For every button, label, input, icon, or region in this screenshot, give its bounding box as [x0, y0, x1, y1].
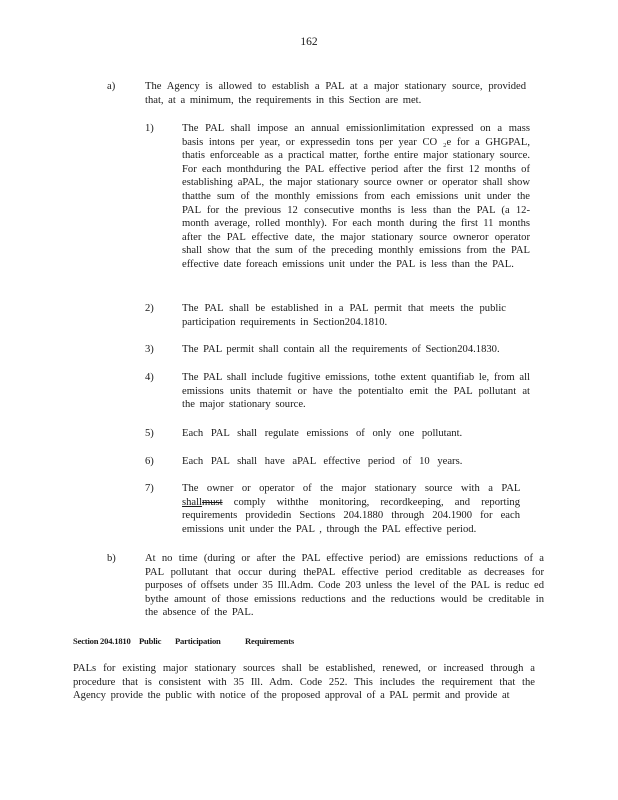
subitem-6-marker: 6) [145, 456, 154, 467]
section-title-word-1: Public [139, 636, 162, 646]
subitem-5-text: Each PAL shall regulate emissions of only one pollutant. [182, 428, 463, 439]
subitem-5-marker: 5) [145, 428, 154, 439]
item-b-marker: b) [107, 553, 116, 564]
subitem-4-text: The PAL shall include fugitive emissions, tothe extent quantifiab le, from all emissions units thatemit or have the potentialto emit the PAL pollutant at the major stationary source. [182, 372, 530, 411]
section-title-word-2: Participation [175, 636, 221, 646]
subitem-7-text-after: comply withthe monitoring, recordkeeping, and reporting requirements providedin Sections 204.1880 through 204.1900 for each emissions unit under the PAL , through the PAL effective period. [182, 496, 520, 535]
section-heading [73, 636, 294, 646]
subitem-4-marker: 4) [145, 372, 154, 383]
subitem-2-marker: 2) [145, 303, 154, 314]
subitem-7-text-before: The owner or operator of the major stationary source with a PAL [182, 483, 520, 494]
subitem-1-marker: 1) [145, 123, 154, 134]
subitem-6-text: Each PAL shall have aPAL effective period of 10 years. [182, 456, 463, 467]
inserted-word: shall [182, 496, 203, 508]
deleted-word: must [202, 496, 223, 508]
subitem-2-text: The PAL shall be established in a PAL permit that meets the public participation requirements in Section204.1810. [182, 303, 506, 328]
item-a-marker: a) [107, 81, 116, 92]
subitem-3-text: The PAL permit shall contain all the requirements of Section204.1830. [182, 344, 500, 355]
section-number: 204.1810 [100, 636, 131, 646]
section-title-word-3: Requirements [245, 636, 294, 646]
subitem-1-text: The PAL shall impose an annual emissionlimitation expressed on a mass basis intons per year, or expressedin tons per year CO ₂e for a GHGPAL, thatis enforceable as a practical matter, forthe entire major stationary source. For each monthduring the PAL effective period after the first 12 months of establishing aPAL, the major stationary source owner or operator shall show thatthe sum of the monthly emissions from each emissions unit under the PAL for the previous 12 consecutive months is less than the PAL (a 12-month average, rolled monthly). For each month during the first 11 months after the PAL effective date, the major stationary source owneror operator shall show that the sum of the preceding monthly emissions from the PAL effective date foreach emissions unit under the PAL is less than the PAL. [182, 123, 530, 270]
subitem-7-text [182, 482, 520, 536]
subitem-3-marker: 3) [145, 344, 154, 355]
section-body: PALs for existing major stationary sources shall be established, renewed, or increased through a procedure that is consistent with 35 Ill. Adm. Code 252. This includes the requirement that the Agency provide the public with notice of the proposed approval of a PAL permit and provide at [73, 663, 535, 702]
item-b-text: At no time (during or after the PAL effective period) are emissions reductions of a PAL pollutant that occur during thePAL effective period creditable as decreases for purposes of offsets under 35 Ill.Adm. Code 203 unless the level of the PAL is reduc ed bythe amount of those emissions reductions and the reductions would be creditable in the absence of the PAL. [145, 553, 544, 619]
page-number: 162 [300, 36, 318, 48]
subitem-7-marker: 7) [145, 483, 154, 494]
item-a-text: The Agency is allowed to establish a PAL at a major stationary source, provided that, at a minimum, the requirements in this Section are met. [145, 81, 526, 106]
section-label: Section [73, 636, 99, 646]
